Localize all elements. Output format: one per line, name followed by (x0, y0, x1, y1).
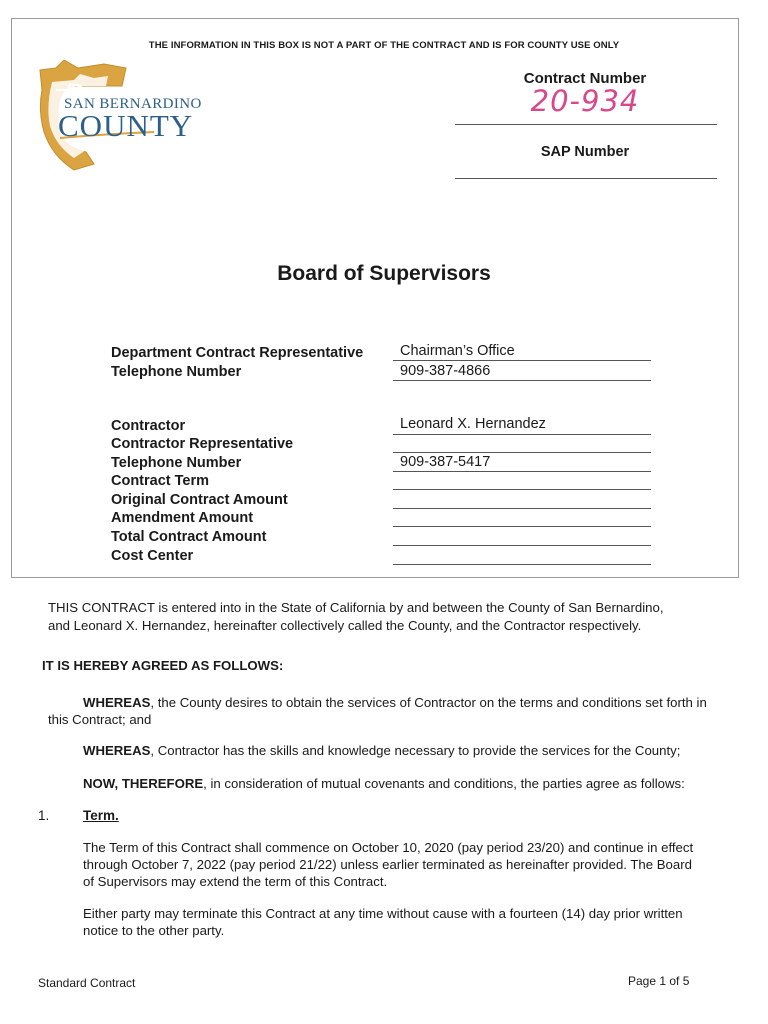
contract-number-line (455, 124, 717, 125)
section-title-term: Term. (83, 808, 119, 823)
contract-number-label: Contract Number (523, 70, 647, 87)
dept-phone-line (393, 380, 651, 381)
county-use-notice: THE INFORMATION IN THIS BOX IS NOT A PART OF THE CONTRACT AND IS FOR COUNTY USE ONLY (148, 40, 620, 51)
logo-text-county: COUNTY (58, 108, 194, 143)
section-number: 1. (38, 808, 50, 823)
intro-line-1: THIS CONTRACT is entered into in the State of California by and between the County of San Bernardino, (48, 600, 664, 615)
now-therefore: NOW, THEREFORE, in consideration of mutual covenants and conditions, the parties agree as follows: (83, 776, 685, 791)
contractor-phone-value: 909-387-5417 (400, 454, 491, 470)
contract-term-line (393, 489, 651, 490)
sap-number-line (455, 178, 717, 179)
cost-center-line (393, 564, 651, 565)
cost-center-label: Cost Center (111, 548, 194, 564)
total-amount-label: Total Contract Amount (111, 529, 267, 545)
total-amount-line (393, 545, 651, 546)
footer-page-number: Page 1 of 5 (628, 974, 690, 988)
whereas-2: WHEREAS, Contractor has the skills and knowledge necessary to provide the services for the County; (83, 743, 681, 758)
term-p1-line-2: through October 7, 2022 (pay period 21/22) unless earlier terminated as hereinafter provided. The Board (83, 857, 692, 872)
contractor-rep-label: Contractor Representative (111, 436, 294, 452)
contract-number-handwritten: 20-934 (530, 84, 640, 118)
contractor-value: Leonard X. Hernandez (400, 416, 546, 432)
dept-rep-label: Department Contract Representative (111, 345, 364, 361)
whereas-1-line-2: this Contract; and (48, 712, 152, 727)
intro-line-2: and Leonard X. Hernandez, hereinafter collectively called the County, and the Contractor respectively. (48, 618, 642, 633)
dept-rep-value: Chairman’s Office (400, 343, 515, 359)
term-p1-line-1: The Term of this Contract shall commence on October 10, 2020 (pay period 23/20) and continue in effect (83, 840, 694, 855)
dept-phone-value: 909-387-4866 (400, 363, 491, 379)
term-p2-line-1: Either party may terminate this Contract at any time without cause with a fourteen (14) day prior written (83, 906, 683, 921)
logo-text-san-bernardino: SAN BERNARDINO (64, 96, 202, 112)
original-amount-line (393, 508, 651, 509)
board-title: Board of Supervisors (277, 262, 491, 285)
dept-rep-line (393, 360, 651, 361)
sap-number-label: SAP Number (540, 144, 630, 160)
contractor-phone-line (393, 471, 651, 472)
whereas-1: WHEREAS, the County desires to obtain the services of Contractor on the terms and conditions set forth in (83, 695, 707, 710)
original-amount-label: Original Contract Amount (111, 492, 288, 508)
contractor-label: Contractor (111, 418, 186, 434)
term-p1-line-3: of Supervisors may extend the term of this Contract. (83, 874, 388, 889)
footer-document-type: Standard Contract (38, 976, 136, 990)
contractor-phone-label: Telephone Number (111, 455, 242, 471)
amendment-amount-line (393, 526, 651, 527)
dept-phone-label: Telephone Number (111, 364, 242, 380)
amendment-amount-label: Amendment Amount (111, 510, 254, 526)
term-p2-line-2: notice to the other party. (83, 923, 225, 938)
contract-term-label: Contract Term (111, 473, 210, 489)
agreed-heading: IT IS HEREBY AGREED AS FOLLOWS: (42, 658, 284, 673)
contractor-line (393, 434, 651, 435)
